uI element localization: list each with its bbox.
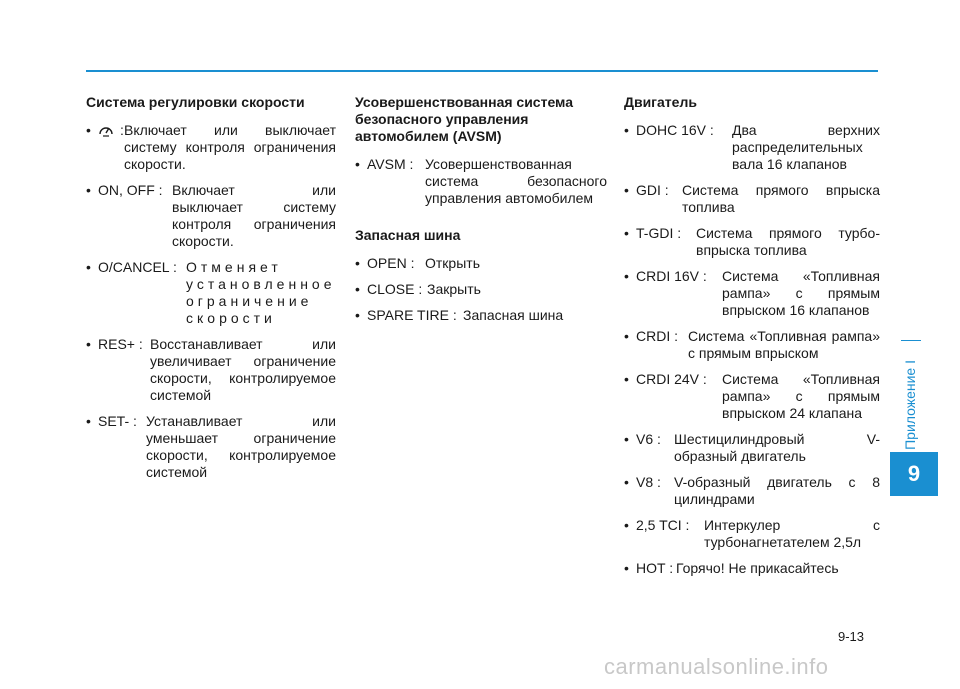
chapter-number-badge: 9 [890, 452, 938, 496]
item-term: • CRDI 24V : [636, 371, 707, 387]
list-item [624, 225, 880, 259]
item-term: • SPARE TIRE : [367, 307, 457, 323]
item-term: • DOHC 16V : [636, 122, 714, 138]
list-item [86, 336, 336, 404]
item-term [98, 122, 124, 139]
item-description: Усовершенствованная система безопасного управления автомобилем [425, 156, 607, 206]
item-description: V-образный двигатель с 8 цилиндрами [674, 474, 880, 507]
item-description: Интеркулер с турбонагнетателем 2,5л [704, 517, 880, 550]
list-item [624, 268, 880, 319]
item-term: • RES+ : [98, 336, 143, 352]
item-term: • SET- : [98, 413, 137, 429]
top-rule [86, 70, 878, 72]
item-description: Включает или выключает систему контроля ограничения скорости. [124, 122, 336, 172]
spare-tire-list [355, 255, 607, 324]
item-description: Включает или выключает систему контроля ограничения скорости. [172, 182, 336, 249]
item-term: • V8 : [636, 474, 661, 490]
item-description: Система «Топливная рампа» с прямым впрыском [688, 328, 880, 361]
list-item [86, 259, 336, 327]
list-item [86, 122, 336, 173]
list-item [624, 560, 880, 577]
watermark: carmanualsonline.info [604, 654, 829, 679]
list-item [355, 255, 607, 272]
speed-control-list [86, 122, 336, 481]
item-description: Восстанавливает или увеличивает ограничение скорости, контролируемое системой [150, 336, 336, 403]
section-heading-spare-tire: Запасная шина [355, 227, 461, 243]
item-description: Отменяет установленное ограничение скорости [186, 259, 336, 326]
item-term: • HOT : [636, 560, 674, 576]
side-chapter-label: Приложение I [902, 360, 918, 450]
list-item [624, 517, 880, 551]
list-item [86, 182, 336, 250]
list-item [355, 156, 607, 207]
column-engine [624, 94, 880, 586]
item-term: • V6 : [636, 431, 661, 447]
section-heading-avsm: Усовершенствованная система безопасного управления автомобилем (AVSM) [355, 94, 574, 144]
page-number: 9-13 [838, 629, 865, 644]
list-item [86, 413, 336, 481]
item-description: Шестицилиндровый V-образный двигатель [674, 431, 880, 464]
avsm-list [355, 156, 607, 207]
item-description: Система «Топливная рампа» с прямым впрыском 24 клапана [722, 371, 880, 421]
item-term: • OPEN : [367, 255, 415, 271]
column-cruise [86, 94, 336, 490]
column-avsm [355, 94, 607, 333]
list-item [624, 182, 880, 216]
item-term: • T-GDI : [636, 225, 682, 241]
item-description: Два верхних распределительных вала 16 клапанов [732, 122, 880, 172]
item-term: • 2,5 TCI : [636, 517, 690, 533]
item-term: • CLOSE : [367, 281, 423, 297]
item-term: • GDI : [636, 182, 669, 198]
item-term-text: : [120, 122, 124, 138]
item-term: • AVSM : [367, 156, 414, 172]
item-description: Система «Топливная рампа» с прямым впрыском 16 клапанов [722, 268, 880, 318]
item-term: • CRDI : [636, 328, 678, 344]
list-item [355, 281, 607, 298]
item-term: • O/CANCEL : [98, 259, 177, 275]
item-description: Закрыть [427, 281, 481, 297]
item-term: • CRDI 16V : [636, 268, 707, 284]
item-description: Устанавливает или уменьшает ограничение скорости, контролируемое системой [146, 413, 336, 480]
list-item [624, 371, 880, 422]
item-description: Открыть [425, 255, 480, 271]
speed-limiter-icon [98, 123, 114, 137]
engine-list [624, 122, 880, 577]
list-item [624, 474, 880, 508]
item-description: Система прямого турбо-впрыска топлива [696, 225, 880, 258]
list-item [355, 307, 607, 324]
list-item [624, 122, 880, 173]
item-description: Система прямого впрыска топлива [682, 182, 880, 215]
item-description: Запасная шина [463, 307, 564, 323]
section-heading-engine: Двигатель [624, 94, 697, 110]
item-description: Горячо! Не прикасайтесь [676, 560, 839, 576]
side-divider [901, 340, 921, 341]
item-term: • ON, OFF : [98, 182, 163, 198]
section-heading-speed-control: Система регулировки скорости [86, 94, 305, 110]
list-item [624, 328, 880, 362]
list-item [624, 431, 880, 465]
